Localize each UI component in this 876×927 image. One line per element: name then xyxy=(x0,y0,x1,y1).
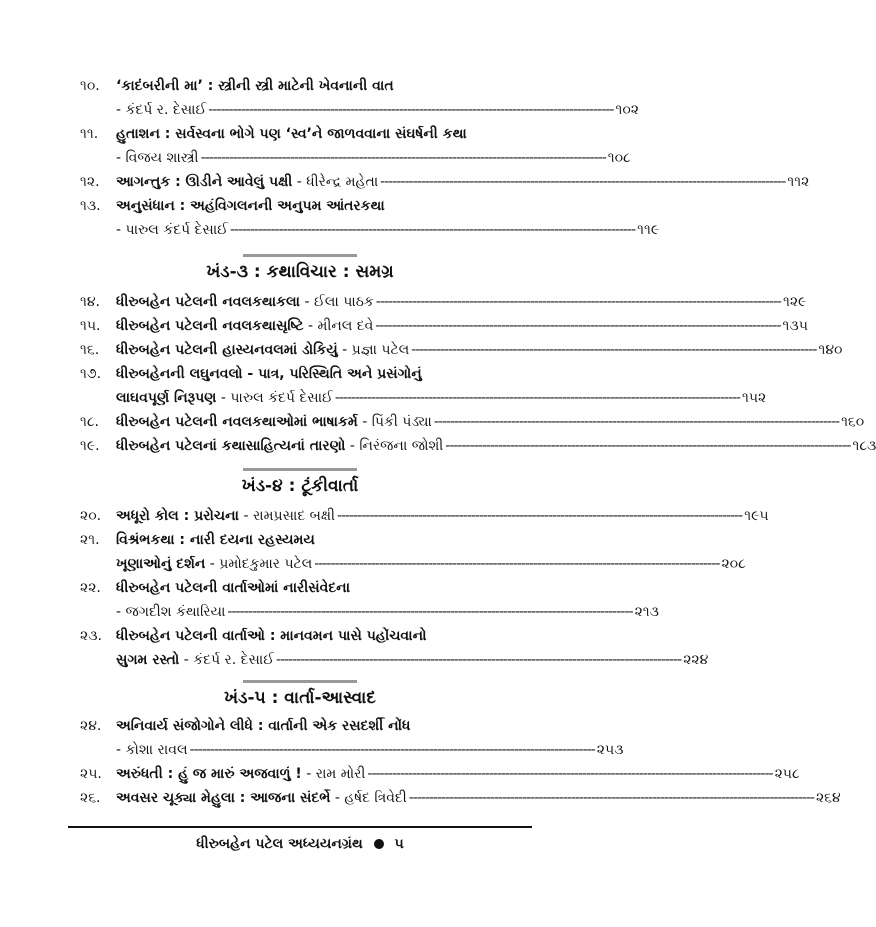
entry-title: ધીરુબહેન પટેલની નવલકથાકલા xyxy=(116,294,300,310)
entry-title: ધીરુબહેન પટેલની નવલકથાઓમાં ભાષાકર્મ xyxy=(116,414,358,430)
section-title: ખંડ-૩ : કથાવિચાર : સમગ્ર xyxy=(206,262,394,282)
toc-entry-24 xyxy=(80,718,532,742)
entry-title: અવસર ચૂક્યા મેહુલા : આજના સંદર્ભે xyxy=(116,790,331,806)
entry-page: ૨૬૪ xyxy=(815,790,841,806)
section-heading-5 xyxy=(224,680,376,708)
section-title: ખંડ-૫ : વાર્તા-આસ્વાદ xyxy=(224,688,376,708)
entry-title: ધીરુબહેન પટેલની વાર્તાઓમાં નારીસંવેદના xyxy=(116,580,351,596)
leader-dots: ---------------------------------------------------------------------------------------------------- xyxy=(276,652,682,668)
entry-page: ૧૧૨ xyxy=(787,174,810,190)
section-heading-3 xyxy=(206,254,394,282)
toc-entry-23-cont xyxy=(80,652,709,676)
leader-dots: ---------------------------------------------------------------------------------------------------- xyxy=(334,390,740,406)
entry-author: - રામ મોરી xyxy=(306,766,366,782)
entry-author: - ધીરેન્દ્ર મહેતા xyxy=(296,174,379,190)
toc-entry-10 xyxy=(80,78,532,102)
section-rule xyxy=(243,254,357,257)
entry-page: ૧૬૦ xyxy=(841,414,865,430)
entry-number: ૨૫. xyxy=(80,766,102,782)
entry-author: - પારુલ કંદર્પ દેસાઈ xyxy=(116,222,228,238)
leader-dots: ---------------------------------------------------------------------------------------------------- xyxy=(445,438,851,454)
entry-number: ૧૦. xyxy=(80,78,100,94)
entry-page: ૧૩૫ xyxy=(782,318,808,334)
entry-author: - રામપ્રસાદ બક્ષી xyxy=(243,508,336,524)
entry-title: ‘કાદંબરીની મા’ : સ્ત્રીની સ્ત્રી માટેની ખેવનાની વાત xyxy=(116,78,394,94)
toc-entry-26 xyxy=(80,790,841,814)
leader-dots: ---------------------------------------------------------------------------------------------------- xyxy=(380,174,786,190)
toc-entry-21 xyxy=(80,532,532,556)
footer-book-title: ધીરુબહેન પટેલ અધ્યયનગ્રંથ xyxy=(196,836,363,852)
leader-dots: ---------------------------------------------------------------------------------------------------- xyxy=(314,556,720,572)
entry-number: ૧૩. xyxy=(80,198,101,214)
entry-page: ૨૧૩ xyxy=(634,604,659,620)
entry-author: - પારુલ કંદર્પ દેસાઈ xyxy=(220,390,333,406)
entry-author: - મીનલ દવે xyxy=(307,318,374,334)
entry-title: ધીરુબહેન પટેલની વાર્તાઓ : માનવમન પાસે પહોંચવાનો xyxy=(116,628,427,644)
toc-entry-19 xyxy=(80,438,876,462)
entry-author: - કંદર્પ ર. દેસાઈ xyxy=(183,652,275,668)
toc-entry-22 xyxy=(80,580,532,604)
bullet-icon xyxy=(374,839,384,849)
entry-number: ૨૪. xyxy=(80,718,102,734)
entry-number: ૨૧. xyxy=(80,532,100,548)
entry-title-cont: લાઘવપૂર્ણ નિરૂપણ xyxy=(116,390,217,406)
leader-dots: ---------------------------------------------------------------------------------------------------- xyxy=(227,604,633,620)
toc-entry-15 xyxy=(80,318,808,342)
entry-page: ૧૪૦ xyxy=(818,342,843,358)
leader-dots: ---------------------------------------------------------------------------------------------------- xyxy=(375,318,781,334)
entry-title-cont: ખૂણાઓનું દર્શન xyxy=(116,556,206,572)
entry-author: - પ્રજ્ઞા પટેલ xyxy=(342,342,410,358)
entry-page: ૨૫૩ xyxy=(596,742,624,758)
entry-title: અનિવાર્ય સંજોગોને લીધે : વાર્તાની એક રસદર્શી નોંધ xyxy=(116,718,411,734)
entry-number: ૨૩. xyxy=(80,628,102,644)
toc-entry-12 xyxy=(80,174,810,198)
entry-page: ૧૦૨ xyxy=(615,102,639,118)
toc-entry-13 xyxy=(80,198,532,222)
section-rule xyxy=(243,680,357,683)
entry-number: ૧૬. xyxy=(80,342,100,358)
entry-number: ૧૮. xyxy=(80,414,100,430)
leader-dots: ---------------------------------------------------------------------------------------------------- xyxy=(229,222,636,238)
entry-page: ૧૫૨ xyxy=(742,390,767,406)
toc-entry-10-author-line xyxy=(80,102,639,126)
section-rule xyxy=(243,468,357,471)
toc-entry-23 xyxy=(80,628,532,652)
toc-entry-16 xyxy=(80,342,843,366)
entry-page: ૨૦૮ xyxy=(721,556,746,572)
toc-entry-17 xyxy=(80,366,532,390)
entry-page: ૨૫૮ xyxy=(774,766,800,782)
footer-page-number: ૫ xyxy=(394,836,404,852)
entry-page: ૧૨૯ xyxy=(782,294,807,310)
entry-number: ૧૯. xyxy=(80,438,100,454)
entry-author: - વિજય શાસ્ત્રી xyxy=(116,150,199,166)
entry-title: ધીરુબહેન પટેલની હાસ્યનવલમાં ડોકિયું xyxy=(116,342,338,358)
entry-number: ૧૨. xyxy=(80,174,100,190)
entry-author: - નિરંજના જોશી xyxy=(349,438,444,454)
entry-title-cont: સુગમ રસ્તો xyxy=(116,652,180,668)
entry-number: ૨૨. xyxy=(80,580,101,596)
entry-author: - ઈલા પાઠક xyxy=(304,294,374,310)
leader-dots: ---------------------------------------------------------------------------------------------------- xyxy=(337,508,743,524)
section-heading-4 xyxy=(241,468,359,496)
entry-title: હુતાશન : સર્વસ્વના ભોગે પણ ‘સ્વ’ને જાળવવાના સંઘર્ષની કથા xyxy=(116,126,467,142)
entry-page: ૧૮૩ xyxy=(852,438,876,454)
toc-entry-17-cont xyxy=(80,390,767,414)
entry-author: - હર્ષદ ત્રિવેદી xyxy=(334,790,407,806)
toc-entry-24-author-line xyxy=(80,742,624,766)
leader-dots: ---------------------------------------------------------------------------------------------------- xyxy=(200,150,606,166)
leader-dots: ---------------------------------------------------------------------------------------------------- xyxy=(408,790,814,806)
entry-number: ૨૦. xyxy=(80,508,102,524)
leader-dots: ---------------------------------------------------------------------------------------------------- xyxy=(189,742,595,758)
entry-title: ધીરુબહેન પટેલનાં કથાસાહિત્યનાં તારણો xyxy=(116,438,346,454)
footer-rule xyxy=(68,826,532,828)
entry-author: - કોશા રાવલ xyxy=(116,742,188,758)
entry-title: આગન્તુક : ઊડીને આવેલું પક્ષી xyxy=(116,174,293,190)
entry-number: ૧૪. xyxy=(80,294,100,310)
leader-dots: ---------------------------------------------------------------------------------------------------- xyxy=(433,414,840,430)
entry-title: ધીરુબહેન પટેલની નવલકથાસૃષ્ટિ xyxy=(116,318,304,334)
leader-dots: ---------------------------------------------------------------------------------------------------- xyxy=(208,102,614,118)
toc-entry-25 xyxy=(80,766,800,790)
toc-entry-21-cont xyxy=(80,556,746,580)
entry-page: ૧૧૯ xyxy=(637,222,660,238)
entry-title: ધીરુબહેનની લઘુનવલો - પાત્ર, પરિસ્થિતિ અને પ્રસંગોનું xyxy=(116,366,422,382)
entry-page: ૨૨૪ xyxy=(683,652,709,668)
entry-title: અનુસંધાન : અહંવિગલનની અનુપમ આંતરકથા xyxy=(116,198,385,214)
entry-number: ૨૬. xyxy=(80,790,101,806)
entry-author: - પ્રમોદકુમાર પટેલ xyxy=(209,556,313,572)
leader-dots: ---------------------------------------------------------------------------------------------------- xyxy=(367,766,773,782)
entry-number: ૧૭. xyxy=(80,366,102,382)
entry-page: ૧૦૮ xyxy=(607,150,631,166)
toc-entry-18 xyxy=(80,414,865,438)
toc-entry-13-author-line xyxy=(80,222,660,246)
entry-number: ૧૫. xyxy=(80,318,101,334)
entry-page: ૧૯૫ xyxy=(744,508,769,524)
leader-dots: ---------------------------------------------------------------------------------------------------- xyxy=(411,342,817,358)
toc-entry-11-author-line xyxy=(80,150,631,174)
entry-author: - પિંકી પંડ્યા xyxy=(362,414,432,430)
leader-dots: ---------------------------------------------------------------------------------------------------- xyxy=(375,294,781,310)
section-title: ખંડ-૪ : ટૂંકીવાર્તા xyxy=(241,476,359,496)
toc-entry-14 xyxy=(80,294,807,318)
entry-author: - કંદર્પ ર. દેસાઈ xyxy=(116,102,207,118)
entry-title: અધૂરો કોલ : પ્રરોચના xyxy=(116,508,239,524)
toc-entry-20 xyxy=(80,508,769,532)
entry-number: ૧૧. xyxy=(80,126,99,142)
entry-title: વિશ્રંભકથા : નારી દયના રહસ્યમય xyxy=(116,532,315,548)
toc-entry-22-author-line xyxy=(80,604,659,628)
page-footer xyxy=(0,836,600,852)
entry-title: અરુંધતી : હું જ મારું અજવાળું ! xyxy=(116,766,302,782)
toc-entry-11 xyxy=(80,126,532,150)
entry-author: - જગદીશ કંથારિયા xyxy=(116,604,226,620)
